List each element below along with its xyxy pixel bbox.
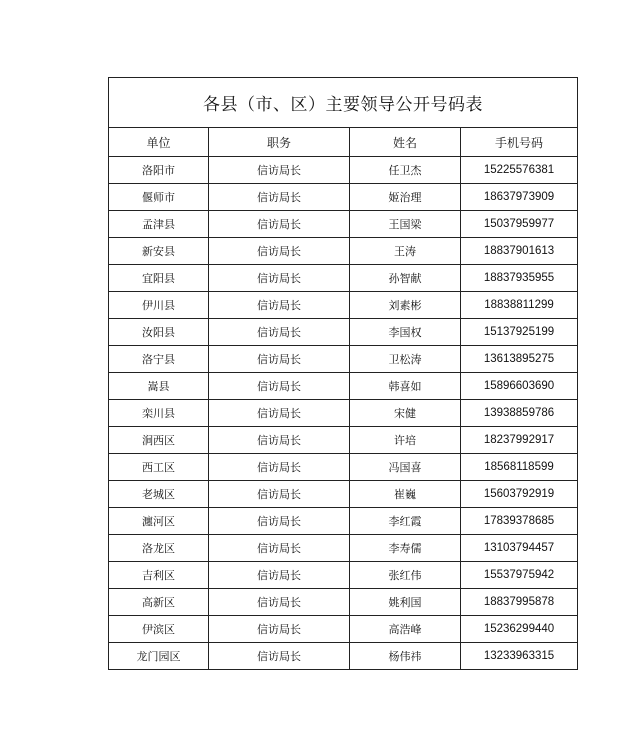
cell-name: 冯国喜	[350, 454, 461, 481]
cell-position: 信访局长	[209, 535, 350, 562]
cell-name: 宋健	[350, 400, 461, 427]
cell-phone: 17839378685	[461, 508, 578, 535]
cell-phone: 15137925199	[461, 319, 578, 346]
cell-unit: 涧西区	[109, 427, 209, 454]
cell-name: 卫松涛	[350, 346, 461, 373]
table-row	[109, 400, 578, 427]
cell-unit: 伊滨区	[109, 616, 209, 643]
cell-unit: 宜阳县	[109, 265, 209, 292]
table-row	[109, 373, 578, 400]
table-row	[109, 319, 578, 346]
cell-unit: 龙门园区	[109, 643, 209, 670]
cell-unit: 汝阳县	[109, 319, 209, 346]
cell-phone: 18637973909	[461, 184, 578, 211]
table-row	[109, 238, 578, 265]
cell-phone: 15896603690	[461, 373, 578, 400]
header-position: 职务	[209, 128, 350, 157]
table-row	[109, 427, 578, 454]
header-phone: 手机号码	[461, 128, 578, 157]
table-row	[109, 562, 578, 589]
table-row	[109, 157, 578, 184]
table-row	[109, 454, 578, 481]
cell-position: 信访局长	[209, 508, 350, 535]
cell-phone: 13103794457	[461, 535, 578, 562]
cell-unit: 孟津县	[109, 211, 209, 238]
cell-position: 信访局长	[209, 616, 350, 643]
contact-table	[108, 77, 578, 670]
table-row	[109, 481, 578, 508]
cell-position: 信访局长	[209, 346, 350, 373]
cell-phone: 18837935955	[461, 265, 578, 292]
cell-name: 李红霞	[350, 508, 461, 535]
table-body	[109, 157, 578, 670]
table-row	[109, 508, 578, 535]
cell-unit: 高新区	[109, 589, 209, 616]
cell-phone: 15236299440	[461, 616, 578, 643]
cell-position: 信访局长	[209, 373, 350, 400]
cell-name: 姬治理	[350, 184, 461, 211]
cell-phone: 13233963315	[461, 643, 578, 670]
cell-position: 信访局长	[209, 427, 350, 454]
cell-position: 信访局长	[209, 238, 350, 265]
table-row	[109, 211, 578, 238]
table-row	[109, 346, 578, 373]
cell-unit: 洛阳市	[109, 157, 209, 184]
cell-name: 刘素彬	[350, 292, 461, 319]
cell-name: 李寿儒	[350, 535, 461, 562]
cell-position: 信访局长	[209, 400, 350, 427]
cell-position: 信访局长	[209, 211, 350, 238]
cell-phone: 15225576381	[461, 157, 578, 184]
cell-unit: 瀍河区	[109, 508, 209, 535]
table-row	[109, 616, 578, 643]
contact-table-sheet	[108, 77, 577, 670]
cell-name: 王涛	[350, 238, 461, 265]
cell-position: 信访局长	[209, 454, 350, 481]
cell-name: 姚利国	[350, 589, 461, 616]
header-name: 姓名	[350, 128, 461, 157]
cell-name: 张红伟	[350, 562, 461, 589]
cell-unit: 栾川县	[109, 400, 209, 427]
cell-name: 杨伟祎	[350, 643, 461, 670]
table-row	[109, 643, 578, 670]
cell-position: 信访局长	[209, 319, 350, 346]
cell-position: 信访局长	[209, 643, 350, 670]
cell-position: 信访局长	[209, 589, 350, 616]
table-row	[109, 184, 578, 211]
cell-name: 高浩峰	[350, 616, 461, 643]
cell-phone: 18237992917	[461, 427, 578, 454]
cell-unit: 伊川县	[109, 292, 209, 319]
table-title: 各县（市、区）主要领导公开号码表	[109, 78, 578, 128]
table-row	[109, 292, 578, 319]
cell-phone: 13613895275	[461, 346, 578, 373]
cell-position: 信访局长	[209, 184, 350, 211]
cell-phone: 18837995878	[461, 589, 578, 616]
cell-name: 许培	[350, 427, 461, 454]
cell-position: 信访局长	[209, 265, 350, 292]
cell-name: 王国梁	[350, 211, 461, 238]
cell-phone: 15603792919	[461, 481, 578, 508]
header-row	[109, 128, 578, 157]
table-row	[109, 265, 578, 292]
cell-name: 任卫杰	[350, 157, 461, 184]
cell-name: 孙智献	[350, 265, 461, 292]
cell-phone: 18837901613	[461, 238, 578, 265]
cell-unit: 洛龙区	[109, 535, 209, 562]
cell-phone: 18838811299	[461, 292, 578, 319]
cell-position: 信访局长	[209, 481, 350, 508]
cell-name: 李国权	[350, 319, 461, 346]
cell-unit: 老城区	[109, 481, 209, 508]
cell-name: 韩喜如	[350, 373, 461, 400]
cell-unit: 新安县	[109, 238, 209, 265]
cell-unit: 嵩县	[109, 373, 209, 400]
cell-phone: 15537975942	[461, 562, 578, 589]
cell-unit: 吉利区	[109, 562, 209, 589]
cell-name: 崔巍	[350, 481, 461, 508]
cell-unit: 洛宁县	[109, 346, 209, 373]
cell-unit: 偃师市	[109, 184, 209, 211]
header-unit: 单位	[109, 128, 209, 157]
table-row	[109, 535, 578, 562]
table-row	[109, 589, 578, 616]
cell-unit: 西工区	[109, 454, 209, 481]
cell-position: 信访局长	[209, 292, 350, 319]
cell-phone: 15037959977	[461, 211, 578, 238]
cell-position: 信访局长	[209, 157, 350, 184]
cell-position: 信访局长	[209, 562, 350, 589]
cell-phone: 18568118599	[461, 454, 578, 481]
cell-phone: 13938859786	[461, 400, 578, 427]
